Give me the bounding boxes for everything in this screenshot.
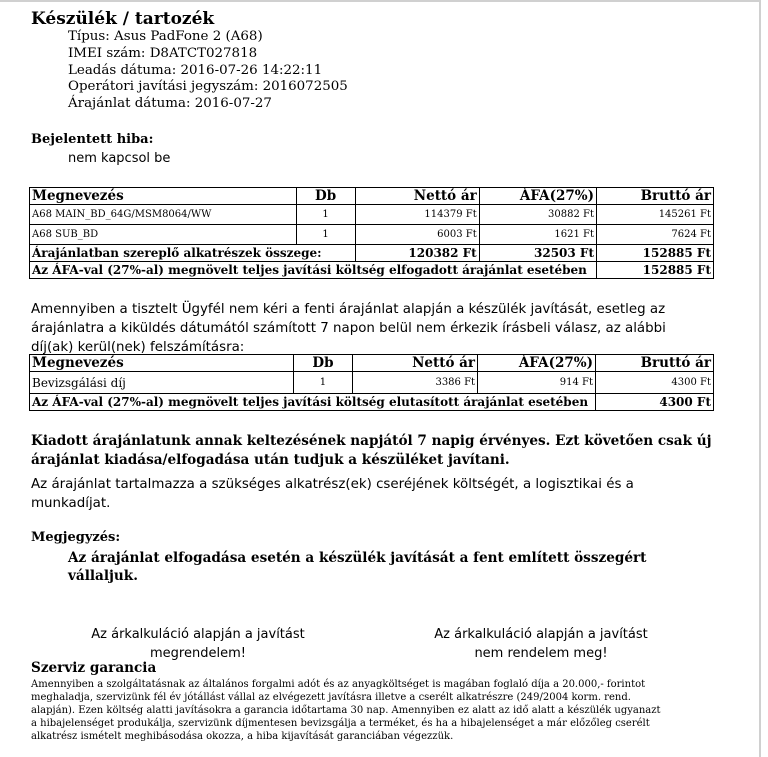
- parts-sum-row: [30, 245, 714, 262]
- warranty-heading: Szerviz garancia: [31, 660, 157, 676]
- cell-name: A68 MAIN_BD_64G/MSM8064/WW: [30, 205, 297, 225]
- fee-table-header: [30, 355, 714, 372]
- device-operator-ticket: Operátori javítási jegyszám: 2016072505: [68, 79, 348, 94]
- device-imei: IMEI szám: D8ATCT027818: [68, 46, 258, 61]
- reject-paragraph: [31, 300, 666, 357]
- table-row: [30, 205, 714, 225]
- cell-net: 6003 Ft: [355, 225, 479, 245]
- cell-vat: 914 Ft: [478, 372, 596, 394]
- col-header-qty: Db: [296, 188, 355, 205]
- rejected-total-label: Az ÁFA-val (27%-al) megnövelt teljes javítási költség elutasított árajánlat esetében: [30, 394, 596, 411]
- warranty-line-5: alkatrész ismételt meghibásodása okozza, a hiba kijavítását garanciában végezzük.: [31, 731, 454, 742]
- col-header-vat: ÁFA(27%): [479, 188, 596, 205]
- col-header-vat: ÁFA(27%): [478, 355, 596, 372]
- warranty-line-2: meghaladja, szervizünk fél év jótállást vállal az elvégezett javításra illetve a cserélt alkatrészre (249/2004 korm. rend.: [31, 692, 631, 703]
- cell-net: 114379 Ft: [355, 205, 479, 225]
- note-text: [68, 549, 646, 585]
- col-header-net: Nettó ár: [355, 188, 479, 205]
- warranty-line-1: Amennyiben a szolgáltatásnak az általános forgalmi adót és az anyagköltséget is magában foglaló díja a 20.000,- forintot: [31, 679, 646, 690]
- page-edge-right: [759, 0, 761, 757]
- col-header-gross: Bruttó ár: [595, 355, 713, 372]
- parts-sum-label: Árajánlatban szereplő alkatrészek összege:: [30, 245, 356, 262]
- col-header-name: Megnevezés: [30, 188, 297, 205]
- parts-sum-vat: 32503 Ft: [479, 245, 596, 262]
- accepted-total-label: Az ÁFA-val (27%-al) megnövelt teljes javítási költség elfogadott árajánlat esetében: [30, 262, 597, 279]
- col-header-qty: Db: [293, 355, 352, 372]
- table-row: [30, 372, 714, 394]
- decline-line-2: nem rendelem meg!: [474, 646, 608, 661]
- accept-line-2: megrendelem!: [150, 646, 246, 661]
- device-quote-date: Árajánlat dátuma: 2016-07-27: [68, 96, 272, 111]
- includes-line-1: Az árajánlat tartalmazza a szükséges alkatrész(ek) cseréjének költségét, a logisztikai és a: [31, 477, 634, 492]
- fault-text: nem kapcsol be: [68, 151, 171, 166]
- cell-name: A68 SUB_BD: [30, 225, 297, 245]
- decline-line-1: Az árkalkuláció alapján a javítást: [434, 627, 648, 642]
- validity-notice: [31, 432, 712, 470]
- accept-line-1: Az árkalkuláció alapján a javítást: [91, 627, 305, 642]
- accept-choice[interactable]: [48, 625, 348, 663]
- col-header-gross: Bruttó ár: [597, 188, 714, 205]
- table-row: [30, 225, 714, 245]
- reject-line-3: díj(ak) kerül(nek) felszámításra:: [31, 340, 245, 355]
- col-header-name: Megnevezés: [30, 355, 294, 372]
- warranty-line-4: a hibajelenséget produkálja, szervizünk díjmentesen bevizsgálja a terméket, és ha a hibajelenséget a már előzőleg cserélt: [31, 718, 650, 729]
- col-header-net: Nettó ár: [353, 355, 478, 372]
- cell-gross: 4300 Ft: [595, 372, 713, 394]
- page-edge-top: [0, 0, 761, 2]
- device-dropoff-date: Leadás dátuma: 2016-07-26 14:22:11: [68, 63, 323, 78]
- cell-gross: 145261 Ft: [597, 205, 714, 225]
- parts-sum-gross: 152885 Ft: [597, 245, 714, 262]
- note-line-2: vállaljuk.: [68, 568, 138, 584]
- cell-name: Bevizsgálási díj: [30, 372, 294, 394]
- cell-qty: 1: [296, 205, 355, 225]
- decline-choice[interactable]: [391, 625, 691, 663]
- warranty-text: [31, 678, 661, 743]
- note-line-1: Az árajánlat elfogadása esetén a készülék javítását a fent említett összegért: [68, 550, 647, 566]
- warranty-line-3: alapján). Ezen költség alatti javításokra a garancia időtartama 30 nap. Amennyiben ez alatt az idő alatt a készülék ugyanazt: [31, 705, 661, 716]
- cell-qty: 1: [293, 372, 352, 394]
- note-heading: Megjegyzés:: [31, 530, 121, 545]
- includes-line-2: munkadíjat.: [31, 496, 111, 511]
- quote-table: [29, 187, 714, 279]
- fee-table: [29, 354, 714, 411]
- reject-line-2: árajánlatra a kiküldés dátumától számított 7 napon belül nem érkezik írásbeli válasz, az alábbi: [31, 321, 666, 336]
- parts-sum-net: 120382 Ft: [355, 245, 479, 262]
- validity-line-2: árajánlat kiadása/elfogadása után tudjuk a készüléket javítani.: [31, 452, 510, 468]
- accepted-total-row: [30, 262, 714, 279]
- cell-vat: 1621 Ft: [479, 225, 596, 245]
- reject-line-1: Amennyiben a tisztelt Ügyfél nem kéri a fenti árajánlat alapján a készülék javítását, esetleg az: [31, 302, 666, 317]
- cell-qty: 1: [296, 225, 355, 245]
- quote-table-header: [30, 188, 714, 205]
- rejected-total-value: 4300 Ft: [595, 394, 713, 411]
- fault-heading: Bejelentett hiba:: [31, 132, 154, 147]
- cell-vat: 30882 Ft: [479, 205, 596, 225]
- includes-paragraph: [31, 475, 634, 513]
- device-type: Típus: Asus PadFone 2 (A68): [68, 29, 263, 44]
- cell-net: 3386 Ft: [353, 372, 478, 394]
- rejected-total-row: [30, 394, 714, 411]
- device-title: Készülék / tartozék: [31, 9, 215, 29]
- validity-line-1: Kiadott árajánlatunk annak keltezésének napjától 7 napig érvényes. Ezt követően csak új: [31, 433, 712, 449]
- cell-gross: 7624 Ft: [597, 225, 714, 245]
- accepted-total-value: 152885 Ft: [597, 262, 714, 279]
